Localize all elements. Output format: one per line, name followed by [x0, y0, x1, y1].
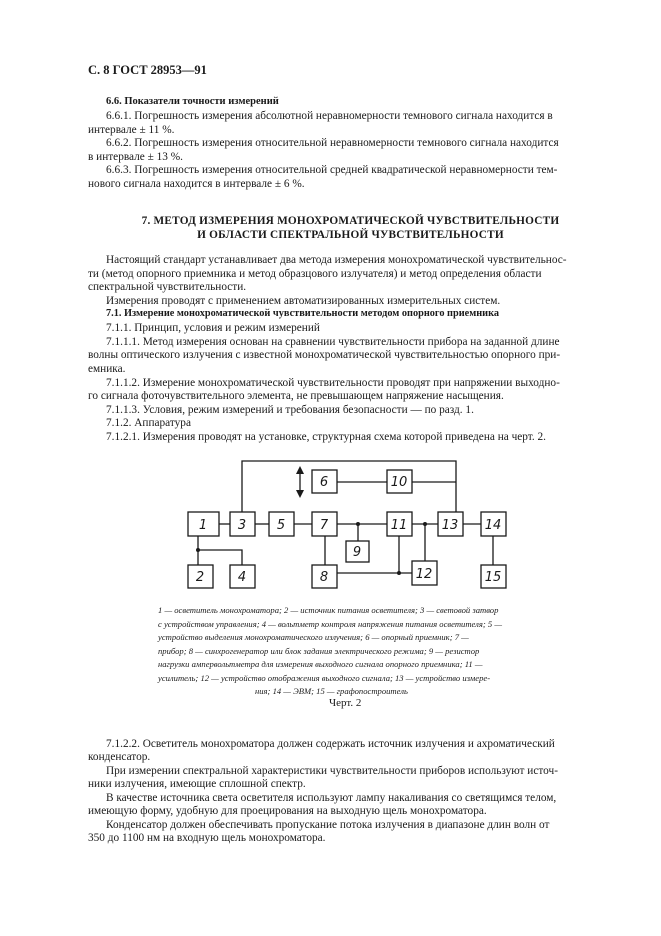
- para-condenser-line2: 350 до 1100 нм на входную щель монохроматора.: [88, 832, 326, 844]
- block-3-label: 3: [237, 518, 247, 533]
- para-6-6-1-line2: интервале ± 11 %.: [88, 124, 175, 136]
- para-lamp-line2: имеющую форму, удобную для проецирования на выходную щель монохроматора.: [88, 805, 487, 817]
- block-11-label: 11: [390, 518, 408, 533]
- block-9-label: 9: [352, 545, 362, 560]
- section-6-6-title: 6.6. Показатели точности измерений: [106, 96, 279, 107]
- block-1: [188, 512, 219, 536]
- para-lamp-line1: В качестве источника света осветителя используют лампу накаливания со светящимся телом,: [106, 792, 557, 804]
- figure-label: Черт. 2: [329, 697, 362, 709]
- para-7-1-1-3: 7.1.1.3. Условия, режим измерений и требования безопасности — по разд. 1.: [106, 404, 474, 416]
- para-6-6-3-line2: нового сигнала находится в интервале ± 6 %.: [88, 178, 305, 190]
- para-6-6-3-line1: 6.6.3. Погрешность измерения относительной средней квадратической неравномерности тем-: [106, 164, 558, 176]
- block-13-label: 13: [441, 518, 459, 533]
- para-7-1-1-1-line1: 7.1.1.1. Метод измерения основан на сравнении чувствительности прибора на заданной длине: [106, 336, 560, 348]
- caption-line6: усилитель; 12 — устройство отображения выходного сигнала; 13 — устройство измере-: [158, 673, 491, 683]
- block-11: [387, 512, 412, 536]
- block-10-label: 10: [390, 475, 408, 490]
- para-6-6-2-line1: 6.6.2. Погрешность измерения относительной неравномерности темнового сигнала находится: [106, 137, 559, 149]
- block-3: [230, 512, 255, 536]
- caption-line4: прибор; 8 — синхрогенератор или блок задания электрического режима; 9 — резистор: [158, 646, 480, 656]
- intro-line1: Настоящий стандарт устанавливает два метода измерения монохроматической чувствительнос-: [106, 254, 567, 266]
- block-4: [230, 565, 255, 588]
- para-7-1-2-1: 7.1.2.1. Измерения проводят на установке, структурная схема которой приведена на черт. 2.: [106, 431, 546, 443]
- para-7-1-2-2-line1: 7.1.2.2. Осветитель монохроматора должен содержать источник излучения и ахроматический: [106, 738, 555, 750]
- block-8: [312, 565, 337, 588]
- block-7: [312, 512, 337, 536]
- block-14-label: 14: [484, 518, 502, 533]
- section-7-1-title: 7.1. Измерение монохроматической чувствительности методом опорного приемника: [106, 308, 500, 319]
- caption-line3: устройство выделения монохроматического излучения; 6 — опорный приемник; 7 —: [158, 632, 469, 642]
- intro-line2: ти (метод опорного приемника и метод образцового излучателя) и метод определения области: [88, 268, 542, 280]
- section-7-1-2-title: 7.1.2. Аппаратура: [106, 417, 191, 429]
- para-7-1-2-2-line2: конденсатор.: [88, 751, 151, 763]
- para-sources-line2: ники излучения, имеющие сплошной спектр.: [88, 778, 306, 790]
- para-6-6-1-line1: 6.6.1. Погрешность измерения абсолютной неравномерности темнового сигнала находится в: [106, 110, 553, 122]
- caption-line7: ния; 14 — ЭВМ; 15 — графопостроитель: [255, 686, 408, 696]
- section-7-1-1-title: 7.1.1. Принцип, условия и режим измерений: [106, 322, 320, 334]
- section-7-title-line2: И ОБЛАСТИ СПЕКТРАЛЬНОЙ ЧУВСТВИТЕЛЬНОСТИ: [197, 229, 504, 241]
- block-6-label: 6: [319, 475, 329, 490]
- para-7-1-1-2-line1: 7.1.1.2. Измерение монохроматической чувствительности проводят при напряжении выходно-: [106, 377, 560, 389]
- block-13: [438, 512, 463, 536]
- caption-line2: с устройством управления; 4 — вольтметр контроля напряжения питания осветителя; 5 —: [158, 619, 502, 629]
- block-6: [312, 470, 337, 493]
- block-10: [387, 470, 412, 493]
- auto-systems-line: Измерения проводят с применением автоматизированных измерительных систем.: [106, 295, 501, 307]
- block-2-label: 2: [195, 570, 205, 585]
- para-7-1-1-2-line2: го сигнала фоточувствительного элемента, не превышающем напряжение насыщения.: [88, 390, 504, 402]
- block-9: [346, 541, 369, 562]
- block-12-label: 12: [415, 567, 433, 582]
- caption-line1: 1 — осветитель монохроматора; 2 — источник питания осветителя; 3 — световой затвор: [158, 605, 499, 615]
- para-condenser-line1: Конденсатор должен обеспечивать пропускание потока излучения в диапазоне длин волн от: [106, 819, 550, 831]
- para-sources-line1: При измерении спектральной характеристики чувствительности приборов используют источ-: [106, 765, 558, 777]
- intro-line3: спектральной чувствительности.: [88, 281, 247, 293]
- block-1-label: 1: [198, 518, 208, 533]
- block-5: [269, 512, 294, 536]
- block-12: [412, 561, 437, 585]
- block-15: [481, 565, 506, 588]
- block-15-label: 15: [484, 570, 502, 585]
- para-6-6-2-line2: в интервале ± 13 %.: [88, 151, 184, 163]
- block-4-label: 4: [237, 570, 247, 585]
- block-2: [188, 565, 213, 588]
- block-5-label: 5: [276, 518, 286, 533]
- block-8-label: 8: [319, 570, 329, 585]
- para-7-1-1-1-line3: емника.: [88, 363, 126, 375]
- block-14: [481, 512, 506, 536]
- caption-line5: нагрузки ампервольтметра для измерения выходного сигнала опорного приемника; 11 —: [158, 659, 483, 669]
- para-7-1-1-1-line2: волны оптического излучения с известной монохроматической чувствительностью опорного при-: [88, 349, 561, 361]
- block-diagram: [180, 457, 520, 593]
- page-header: С. 8 ГОСТ 28953—91: [88, 63, 207, 77]
- section-7-title-line1: 7. МЕТОД ИЗМЕРЕНИЯ МОНОХРОМАТИЧЕСКОЙ ЧУВСТВИТЕЛЬНОСТИ: [141, 215, 560, 227]
- block-7-label: 7: [319, 518, 329, 533]
